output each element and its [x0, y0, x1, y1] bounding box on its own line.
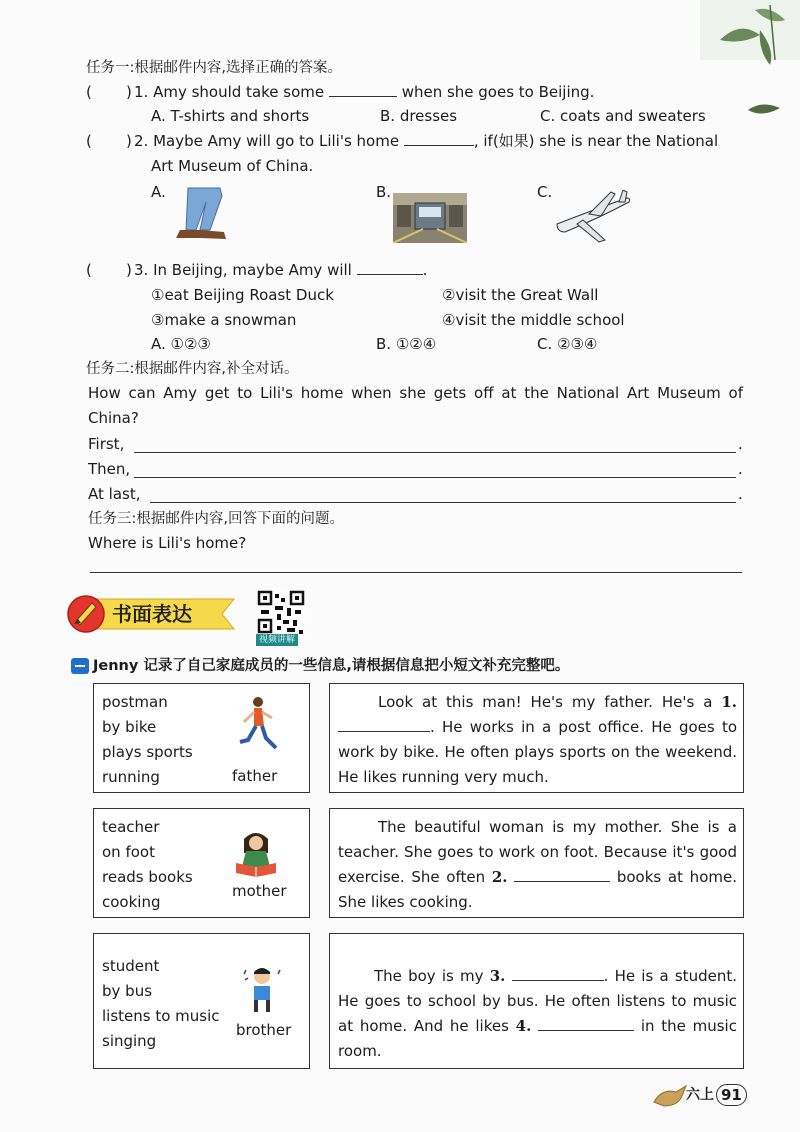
- airplane-icon: [553, 190, 633, 245]
- running-man-icon: [234, 696, 280, 752]
- mother-item: cooking: [102, 893, 161, 911]
- q2-stem-c: Art Museum of China.: [151, 157, 314, 175]
- blank-3-number: 3.: [489, 967, 506, 985]
- q3-item-4: ④visit the middle school: [442, 311, 625, 329]
- q2-answer-paren[interactable]: ): [126, 132, 132, 150]
- task3-answer-line[interactable]: [90, 572, 742, 573]
- q2-stem-b: , if(如果) she is near the National: [473, 132, 719, 150]
- mother-info-box: [93, 808, 310, 918]
- blank-3[interactable]: [512, 966, 604, 981]
- instruction-marker-icon: [71, 658, 89, 674]
- q2-stem-a: 2. Maybe Amy will go to Lili's home: [134, 132, 400, 150]
- qr-caption: 视频讲解: [256, 634, 298, 646]
- q3-option-c[interactable]: C. ②③④: [537, 335, 598, 353]
- blank-1[interactable]: [338, 717, 430, 732]
- brother-text-3: in the music room.: [338, 1017, 737, 1060]
- q2-option-c[interactable]: C.: [537, 183, 553, 201]
- q3-option-b[interactable]: B. ①②④: [376, 335, 437, 353]
- mother-item: reads books: [102, 868, 193, 886]
- then-answer-line[interactable]: [134, 477, 736, 478]
- father-info-box: [93, 683, 310, 793]
- q3-answer-paren[interactable]: ): [126, 261, 132, 279]
- mother-item: on foot: [102, 843, 155, 861]
- q1-option-b[interactable]: B. dresses: [380, 107, 458, 125]
- q3-paren-open: (: [86, 261, 92, 279]
- writing-instruction: Jenny 记录了自己家庭成员的一些信息,请根据信息把小短文补充完整吧。: [93, 658, 570, 674]
- first-answer-line[interactable]: [134, 452, 736, 453]
- at-last-period: .: [738, 485, 743, 503]
- brother-info-box: [93, 933, 310, 1069]
- mother-text-1: The beautiful woman is my mother. She is a teacher. She goes to work on foot. Because it's good exercise. She often: [338, 818, 737, 886]
- first-period: .: [738, 435, 743, 453]
- task3-question: Where is Lili's home?: [88, 534, 247, 552]
- father-text-2: . He works in a post office. He goes to work by bike. He often plays sports on the weekend. He likes running very much.: [338, 718, 737, 786]
- leaf-decoration: [700, 0, 800, 130]
- q2-blank[interactable]: [404, 131, 474, 146]
- q2-option-b[interactable]: B.: [376, 183, 392, 201]
- at-last-label: At last,: [88, 485, 141, 503]
- brother-item: by bus: [102, 982, 153, 1000]
- brother-item: listens to music: [102, 1007, 220, 1025]
- grade-label: 六上: [686, 1087, 714, 1103]
- first-label: First,: [88, 435, 125, 453]
- father-text-1: Look at this man! He's my father. He's a: [378, 693, 713, 711]
- brother-label: brother: [236, 1021, 292, 1039]
- then-period: .: [738, 460, 743, 478]
- bird-icon: [652, 1082, 688, 1110]
- father-paragraph: [338, 690, 737, 790]
- q2-option-a[interactable]: A.: [151, 183, 166, 201]
- at-last-answer-line[interactable]: [150, 502, 736, 503]
- q2-paren-open: (: [86, 132, 92, 150]
- q1-stem: [134, 82, 594, 102]
- q1-answer-paren[interactable]: ): [126, 83, 132, 101]
- q3-item-2: ②visit the Great Wall: [442, 286, 599, 304]
- singing-boy-icon: [242, 966, 282, 1016]
- mother-item: teacher: [102, 818, 160, 836]
- qr-code-icon[interactable]: [257, 590, 305, 638]
- father-paragraph-box: [329, 683, 744, 793]
- father-item: plays sports: [102, 743, 193, 761]
- task3-heading: 任务三:根据邮件内容,回答下面的问题。: [88, 511, 344, 527]
- mother-reading-icon: [234, 827, 280, 877]
- q1-stem-a: 1. Amy should take some: [134, 83, 325, 101]
- father-item: running: [102, 768, 160, 786]
- q3-option-a[interactable]: A. ①②③: [151, 335, 211, 353]
- q1-option-c[interactable]: C. coats and sweaters: [540, 107, 706, 125]
- task2-question-line2: China?: [88, 409, 139, 427]
- task1-heading: 任务一:根据邮件内容,选择正确的答案。: [86, 60, 342, 76]
- q1-paren-open: (: [86, 83, 92, 101]
- q1-stem-b: when she goes to Beijing.: [401, 83, 595, 101]
- q3-stem-a: 3. In Beijing, maybe Amy will: [134, 261, 352, 279]
- father-label: father: [232, 767, 278, 785]
- brother-text-1: The boy is my: [374, 967, 484, 985]
- task2-question-line1: How can Amy get to Lili's home when she gets off at the National Art Museum of: [88, 384, 743, 402]
- q1-blank[interactable]: [329, 82, 397, 97]
- then-label: Then,: [88, 460, 131, 478]
- q3-item-1: ①eat Beijing Roast Duck: [151, 286, 334, 304]
- brother-paragraph: [338, 964, 737, 1064]
- writing-title: 书面表达: [112, 602, 192, 626]
- brother-paragraph-box: [329, 933, 744, 1069]
- father-item: postman: [102, 693, 168, 711]
- brother-item: singing: [102, 1032, 157, 1050]
- brother-text-2: . He is a student. He goes to school by bus. He often listens to music at home. And he likes: [338, 967, 737, 1035]
- walking-legs-icon: [170, 186, 240, 241]
- q3-blank[interactable]: [357, 260, 423, 275]
- mother-paragraph: [338, 815, 737, 915]
- q2-stem: [134, 131, 718, 151]
- q1-option-a[interactable]: A. T-shirts and shorts: [151, 107, 310, 125]
- mother-paragraph-box: [329, 808, 744, 918]
- subway-icon: [393, 193, 467, 243]
- mother-label: mother: [232, 882, 287, 900]
- blank-1-number: 1.: [721, 693, 737, 711]
- mother-text-2: books at home. She likes cooking.: [338, 868, 737, 911]
- blank-2-number: 2.: [491, 868, 508, 886]
- father-item: by bike: [102, 718, 157, 736]
- blank-2[interactable]: [514, 867, 610, 882]
- blank-4-number: 4.: [515, 1017, 532, 1035]
- q3-stem-end: .: [422, 261, 428, 279]
- brother-item: student: [102, 957, 160, 975]
- blank-4[interactable]: [538, 1016, 634, 1031]
- task2-heading: 任务二:根据邮件内容,补全对话。: [86, 361, 299, 377]
- q3-item-3: ③make a snowman: [151, 311, 297, 329]
- q3-stem: [134, 260, 427, 280]
- page-number: 91: [716, 1084, 747, 1106]
